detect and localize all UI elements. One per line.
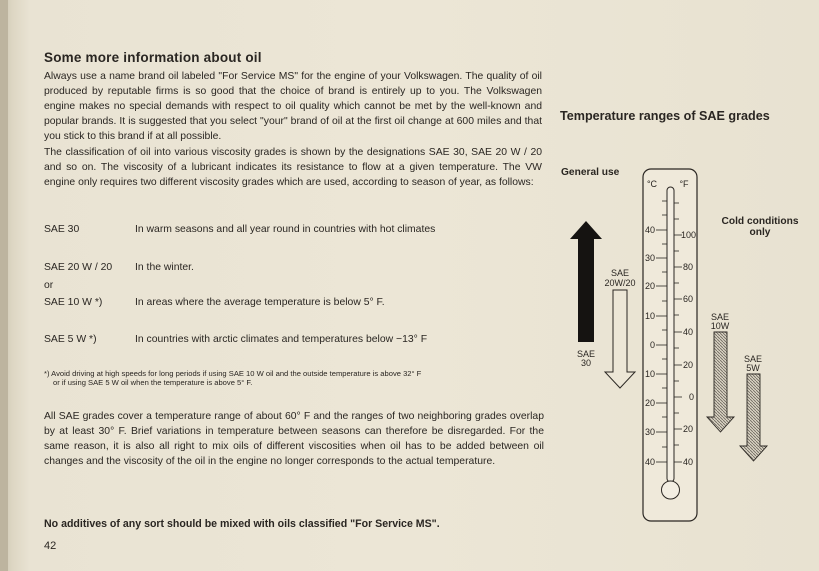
sae30-arrow (570, 221, 602, 342)
temperature-diagram (560, 160, 819, 530)
celsius-label: 10 (644, 311, 655, 321)
diagram-title: Temperature ranges of SAE grades (560, 109, 770, 123)
cold-conditions-line: Cold conditions (721, 216, 799, 227)
grade-name: SAE 5 W *) (44, 334, 97, 345)
sae10w-arrow (707, 332, 734, 432)
additives-warning: No additives of any sort should be mixed with oils classified "For Service MS". (44, 518, 440, 530)
fahrenheit-label: 20 (683, 424, 694, 434)
fahrenheit-label: 60 (683, 294, 694, 304)
general-use-label: General use (561, 167, 620, 178)
fahrenheit-label: 80 (683, 262, 694, 272)
grade-name: SAE 10 W *) (44, 297, 103, 308)
celsius-unit: °C (646, 179, 658, 189)
paragraph-viscosity-grades: The classification of oil into various viscosity grades is shown by the designations SAE 30, SAE 20 W / 20 and so on. The viscosity of a lubricant indicates its resistance to flow at a given temperature. The VW engine only requires two different viscosity grades which are used, according to season of year, as follows: (44, 147, 542, 188)
sae5w-label-line1: SAE (743, 354, 763, 364)
celsius-label: 20 (644, 398, 655, 408)
fahrenheit-label: 0 (689, 392, 695, 402)
fahrenheit-label: 40 (683, 457, 694, 467)
footnote-line-1: *) Avoid driving at high speeds for long periods if using SAE 10 W oil and the outside temperature is above 32° F (44, 369, 422, 378)
thermometer-tube (667, 187, 674, 482)
grade-description: In countries with arctic climates and temperatures below −13° F (135, 334, 428, 345)
grade-name: SAE 30 (44, 224, 80, 235)
sae5w-label-line2: 5W (746, 363, 760, 373)
celsius-label: 30 (644, 427, 655, 437)
grade-description: In the winter. (135, 262, 194, 273)
grade-description: In warm seasons and all year round in countries with hot climates (135, 224, 436, 235)
fahrenheit-label: 100 (681, 230, 697, 240)
fahrenheit-label: 40 (683, 327, 694, 337)
paragraph-oil-brand: Always use a name brand oil labeled "For Service MS" for the engine of your Volkswagen. The quality of oil produced by reputable firms is so good that the choice of brand is entirely up to you. The Volkswagen engine makes no special demands with respect to oil quality which cannot be met by the well-known and popular brands. It is suggested that you select "your" brand of oil at the first oil change at 600 miles and that you stick to this brand if at all possible. (44, 71, 542, 142)
thermometer-bulb (662, 481, 680, 499)
book-spine-shadow (0, 0, 8, 571)
celsius-label: 40 (644, 225, 655, 235)
sae30-label-line1: SAE (576, 349, 596, 359)
celsius-label: 40 (644, 457, 655, 467)
sae20w20-arrow (605, 290, 635, 388)
sae30-label-line2: 30 (580, 358, 592, 368)
sae10w-label-line1: SAE (710, 312, 730, 322)
fahrenheit-unit: °F (679, 179, 689, 189)
paragraph-temperature-range: All SAE grades cover a temperature range of about 60° F and the ranges of two neighboring grades overlap by at least 30° F. Brief variations in temperature between seasons can therefore be disregarded. For the same reason, it is also all right to mix oils of different viscosities when oil has to be added between oil changes and the viscosity of the oil in the engine no longer corresponds to the actual temperature. (44, 411, 544, 467)
sae20w20-label-line1: SAE (610, 268, 630, 278)
page-number: 42 (44, 540, 57, 552)
celsius-label: 10 (644, 369, 655, 379)
grade-name: SAE 20 W / 20 (44, 262, 113, 273)
grade-name: or (44, 280, 54, 291)
cold-only-line: only (749, 227, 771, 238)
sae20w20-label-line2: 20W/20 (604, 278, 636, 288)
section-heading: Some more information about oil (44, 50, 262, 65)
fahrenheit-label: 20 (683, 360, 694, 370)
sae5w-arrow (740, 374, 767, 461)
footnote-line-2: or if using SAE 5 W oil when the temperature is above 5° F. (53, 378, 253, 387)
sae10w-label-line2: 10W (710, 321, 730, 331)
celsius-label: 30 (644, 253, 655, 263)
celsius-label: 0 (649, 340, 655, 350)
grade-description: In areas where the average temperature is below 5° F. (135, 297, 385, 308)
celsius-label: 20 (644, 281, 655, 291)
